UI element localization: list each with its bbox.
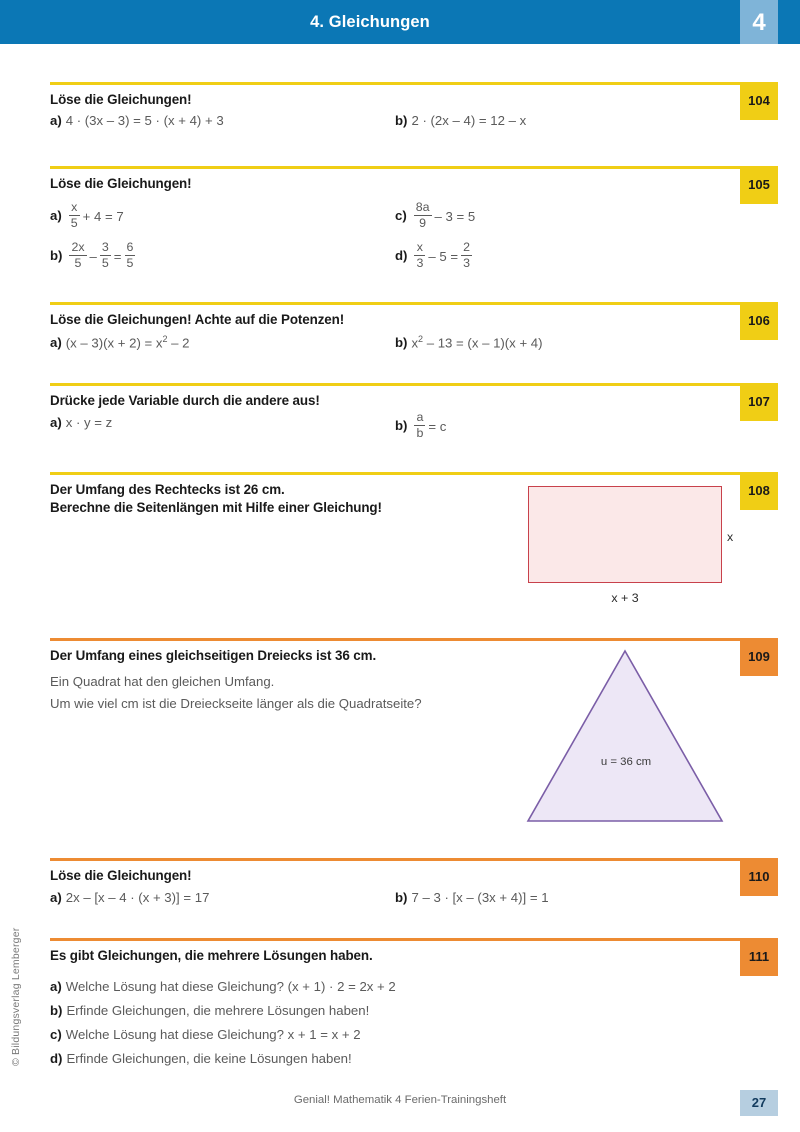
- item-label: a): [50, 415, 62, 430]
- page-title: 4. Gleichungen: [310, 13, 430, 31]
- fraction-denominator: 3: [416, 255, 424, 270]
- exercise-rule: [50, 383, 740, 386]
- exercise-number-badge: 108: [740, 472, 778, 510]
- item-label: b): [395, 113, 408, 128]
- exercise-item: [50, 335, 190, 350]
- fraction-denominator: 5: [74, 255, 82, 270]
- triangle-figure: [520, 645, 732, 827]
- fraction-numerator: 8a: [415, 200, 430, 214]
- fraction-denominator: 5: [101, 255, 109, 270]
- operator: –: [89, 249, 97, 265]
- item-label: a): [50, 335, 62, 351]
- rectangle-side-label: x: [727, 530, 734, 544]
- item-label: a): [50, 113, 62, 128]
- exercise-item: [395, 242, 475, 272]
- item-label: b): [395, 418, 408, 434]
- item-label: a): [50, 890, 62, 905]
- fraction-numerator: 3: [101, 240, 109, 254]
- copyright-notice: © Bildungsverlag Lemberger: [10, 927, 22, 1066]
- item-text-tail: – 2: [167, 335, 190, 351]
- chapter-number-badge: 4: [740, 0, 778, 44]
- exercise-item: [395, 202, 475, 232]
- item-label: d): [50, 1051, 63, 1066]
- exercise-item: [395, 114, 526, 127]
- fraction-numerator: 2: [463, 240, 470, 254]
- item-text: Erfinde Gleichungen, die keine Lösungen haben!: [66, 1051, 352, 1066]
- item-text: Welche Lösung hat diese Gleichung? x + 1 = x + 2: [65, 1027, 361, 1042]
- exercise-number-badge: 104: [740, 82, 778, 120]
- item-text: Erfinde Gleichungen, die mehrere Lösungen haben!: [66, 1003, 370, 1018]
- item-label: c): [395, 208, 407, 224]
- exercise-item: [395, 891, 549, 904]
- item-text: x: [411, 335, 419, 351]
- exercise-item: [50, 1004, 369, 1017]
- exercise-note: Ein Quadrat hat den gleichen Umfang.: [50, 674, 275, 689]
- operator: =: [113, 249, 122, 265]
- footer-title: Genial! Mathematik 4 Ferien-Trainingsheft: [293, 1094, 507, 1106]
- item-label: b): [395, 335, 408, 351]
- fraction-denominator: b: [416, 425, 424, 440]
- fraction: [125, 241, 136, 271]
- exercise-item: [50, 114, 224, 127]
- item-text: x · y = z: [65, 415, 113, 430]
- fraction: [69, 201, 80, 231]
- exercise-number-badge: 110: [740, 858, 778, 896]
- fraction-denominator: 3: [463, 255, 470, 270]
- item-label: b): [395, 890, 408, 905]
- exercise-item: [50, 1028, 361, 1041]
- fraction-numerator: a: [416, 410, 424, 424]
- exercise-note: Um wie viel cm ist die Dreieckseite länger als die Quadratseite?: [50, 696, 422, 711]
- fraction: [414, 241, 425, 271]
- item-text: 2x – [x – 4 · (x + 3)] = 17: [65, 890, 210, 905]
- exercise-item: [50, 1052, 352, 1065]
- exercise-title: Drücke jede Variable durch die andere aus!: [50, 393, 320, 408]
- item-label: b): [50, 1003, 63, 1018]
- fraction-numerator: 2x: [71, 240, 85, 254]
- fraction-numerator: 6: [126, 240, 134, 254]
- fraction: [461, 241, 472, 271]
- exercise-number-badge: 105: [740, 166, 778, 204]
- exercise-rule: [50, 858, 740, 861]
- item-label: b): [50, 248, 63, 264]
- exercise-number-badge: 109: [740, 638, 778, 676]
- exercise-item: [395, 412, 446, 442]
- item-label: c): [50, 1027, 62, 1042]
- item-text-tail: – 13 = (x – 1)(x + 4): [423, 335, 543, 351]
- exercise-rule: [50, 938, 740, 941]
- exponent: 2: [162, 334, 168, 344]
- exercise-item: [395, 335, 543, 350]
- rectangle-figure: [528, 486, 722, 583]
- page-number-badge: 27: [740, 1090, 778, 1116]
- exercise-rule: [50, 638, 740, 641]
- exercise-title: Löse die Gleichungen!: [50, 176, 192, 191]
- fraction: [100, 241, 111, 271]
- exercise-104: [50, 82, 770, 142]
- exercise-title: Löse die Gleichungen! Achte auf die Potenzen!: [50, 312, 345, 327]
- exercise-item: [50, 980, 396, 993]
- exercise-item: [50, 416, 112, 429]
- exercise-number-badge: 106: [740, 302, 778, 340]
- exercise-item: [50, 202, 124, 232]
- exercise-106: [50, 302, 770, 362]
- page-header: [0, 0, 800, 44]
- exercise-item: [50, 891, 209, 904]
- item-text: 4 · (3x – 3) = 5 · (x + 4) + 3: [65, 113, 224, 128]
- fraction-numerator: x: [69, 201, 80, 216]
- exercise-rule: [50, 166, 740, 169]
- fraction-denominator: 5: [126, 255, 134, 270]
- exercise-107: [50, 383, 770, 445]
- exponent: 2: [418, 334, 424, 344]
- exercise-110: [50, 858, 770, 920]
- exercise-105: [50, 166, 770, 276]
- exercise-rule: [50, 302, 740, 305]
- item-label: a): [50, 979, 62, 994]
- item-text: = c: [428, 419, 447, 435]
- exercise-title: Löse die Gleichungen!: [50, 92, 192, 107]
- exercise-111: [50, 938, 770, 1078]
- fraction: [414, 201, 432, 231]
- fraction-denominator: 9: [419, 215, 427, 230]
- exercise-rule: [50, 82, 740, 85]
- rectangle-base-label: x + 3: [611, 591, 639, 605]
- operator: – 5 =: [428, 249, 459, 265]
- item-label: a): [50, 208, 62, 224]
- fraction-denominator: 5: [70, 215, 78, 230]
- exercise-rule: [50, 472, 740, 475]
- item-text: – 3 = 5: [434, 209, 476, 225]
- item-text: 7 – 3 · [x – (3x + 4)] = 1: [411, 890, 549, 905]
- exercise-item: [50, 242, 138, 272]
- fraction: [414, 411, 425, 441]
- exercise-title: Der Umfang des Rechtecks ist 26 cm.: [50, 482, 285, 497]
- exercise-number-badge: 107: [740, 383, 778, 421]
- exercise-title-line2: Berechne die Seitenlängen mit Hilfe einer Gleichung!: [50, 500, 382, 515]
- fraction-numerator: x: [414, 241, 425, 256]
- item-text: (x – 3)(x + 2) = x: [65, 335, 163, 351]
- item-text: + 4 = 7: [82, 209, 124, 225]
- exercise-title: Löse die Gleichungen!: [50, 868, 192, 883]
- fraction: [69, 241, 86, 271]
- exercise-title: Der Umfang eines gleichseitigen Dreiecks ist 36 cm.: [50, 648, 377, 663]
- triangle-perimeter-label: u = 36 cm: [600, 756, 652, 768]
- exercise-number-badge: 111: [740, 938, 778, 976]
- item-text: 2 · (2x – 4) = 12 – x: [411, 113, 527, 128]
- item-label: d): [395, 248, 408, 264]
- exercise-title: Es gibt Gleichungen, die mehrere Lösungen haben.: [50, 948, 373, 963]
- item-text: Welche Lösung hat diese Gleichung? (x + 1) · 2 = 2x + 2: [65, 979, 396, 994]
